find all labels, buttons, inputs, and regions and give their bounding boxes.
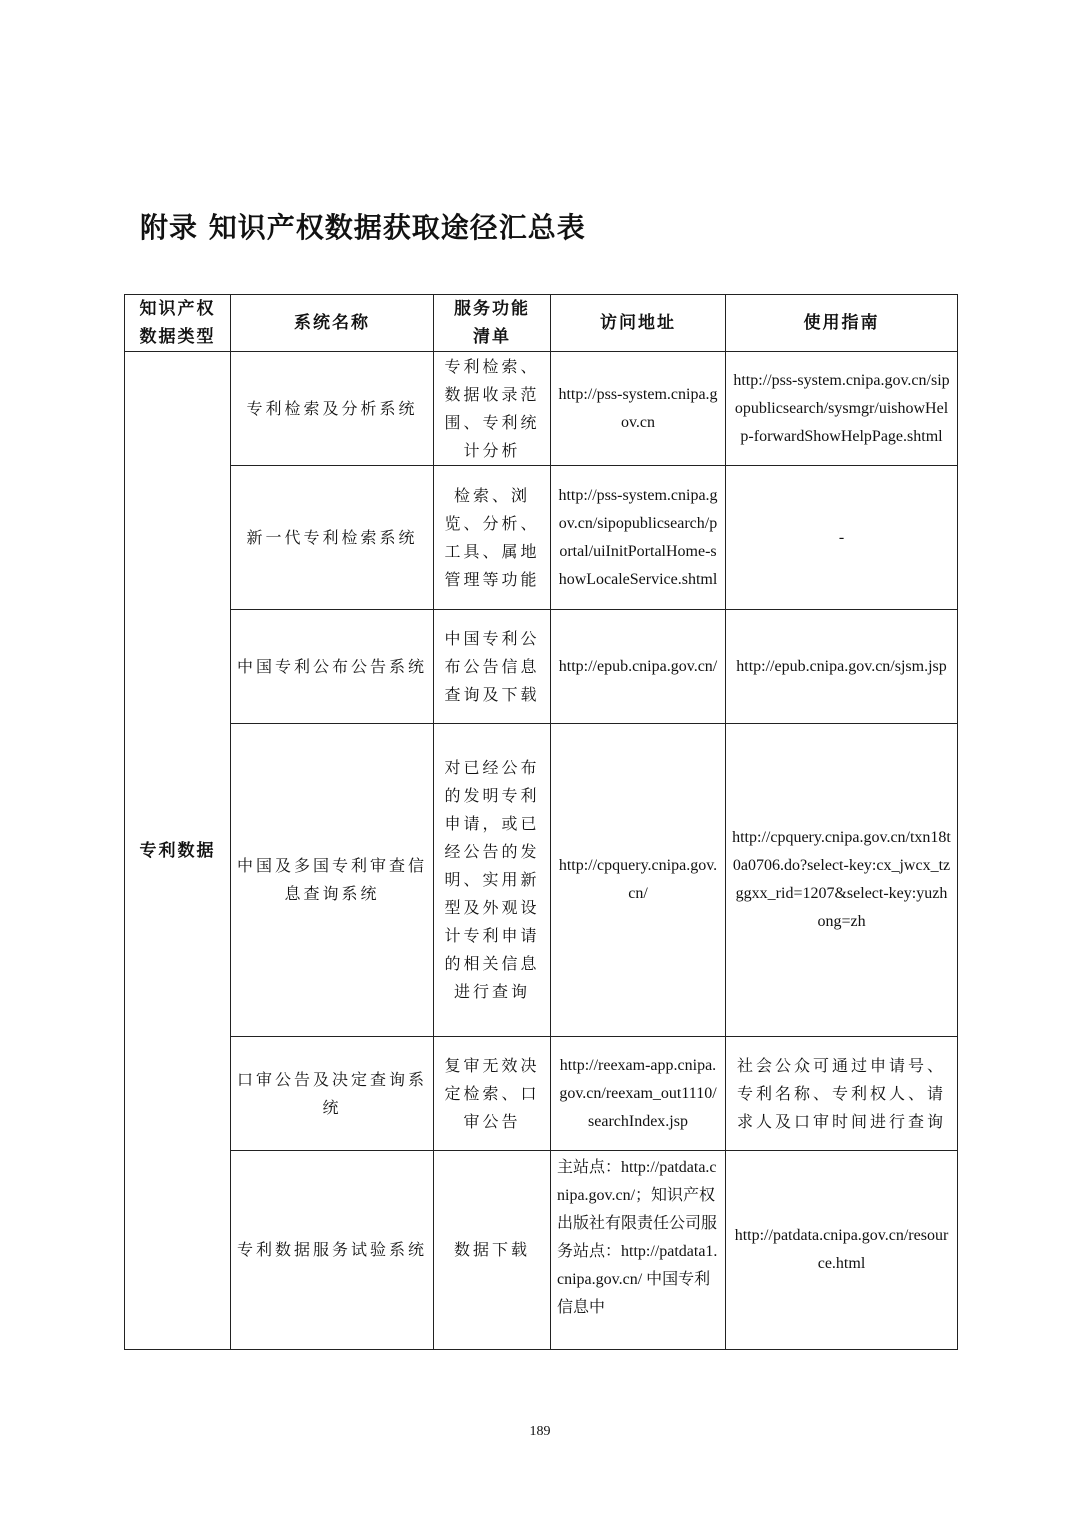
table-row [125, 724, 958, 1037]
address-cell [551, 1151, 726, 1350]
system-name-cell: 专利检索及分析系统 [231, 352, 434, 466]
guide-cell: http://cpquery.cnipa.gov.cn/txn18t0a0706.do?select-key:cx_jwcx_tzggxx_rid=1207&select-key:yuzhong=zh [726, 724, 958, 1037]
header-data-type: 知识产权数据类型 [125, 295, 231, 352]
functions-cell: 检索、浏览、分析、工具、属地管理等功能 [434, 466, 551, 610]
table-row [125, 352, 958, 466]
functions-cell: 数据下载 [434, 1151, 551, 1350]
header-functions: 服务功能清单 [434, 295, 551, 352]
address-cell: http://pss-system.cnipa.gov.cn/sipopublicsearch/portal/uiInitPortalHome-showLocaleService.shtml [551, 466, 726, 610]
header-guide: 使用指南 [726, 295, 958, 352]
system-name-cell: 中国及多国专利审查信息查询系统 [231, 724, 434, 1037]
functions-cell: 中国专利公布公告信息查询及下载 [434, 610, 551, 724]
address-cell-text: 主站点：http://patdata.cnipa.gov.cn/；知识产权出版社有限责任公司服务站点：http://patdata1.cnipa.gov.cn/ 中国专利信息中 [557, 1159, 718, 1316]
functions-cell: 复审无效决定检索、口审公告 [434, 1037, 551, 1151]
guide-cell: http://patdata.cnipa.gov.cn/resource.html [726, 1151, 958, 1350]
header-address: 访问地址 [551, 295, 726, 352]
page-number: 189 [529, 1424, 551, 1439]
category-cell: 专利数据 [125, 352, 231, 1350]
table-row [125, 466, 958, 610]
guide-cell: - [726, 466, 958, 610]
table-row [125, 1151, 958, 1350]
table-row [125, 1037, 958, 1151]
system-name-cell: 中国专利公布公告系统 [231, 610, 434, 724]
guide-cell: http://pss-system.cnipa.gov.cn/sipopublicsearch/sysmgr/uishowHelp-forwardShowHelpPage.shtml [726, 352, 958, 466]
guide-cell: http://epub.cnipa.gov.cn/sjsm.jsp [726, 610, 958, 724]
header-system-name: 系统名称 [231, 295, 434, 352]
address-cell: http://epub.cnipa.gov.cn/ [551, 610, 726, 724]
system-name-cell: 新一代专利检索系统 [231, 466, 434, 610]
guide-cell: 社会公众可通过申请号、专利名称、专利权人、请求人及口审时间进行查询 [726, 1037, 958, 1151]
system-name-cell: 专利数据服务试验系统 [231, 1151, 434, 1350]
address-cell: http://reexam-app.cnipa.gov.cn/reexam_out1110/searchIndex.jsp [551, 1037, 726, 1151]
functions-cell: 对已经公布的发明专利申请，或已经公告的发明、实用新型及外观设计专利申请的相关信息进行查询 [434, 724, 551, 1037]
page-title: 附录 知识产权数据获取途径汇总表 [140, 211, 586, 244]
system-name-cell: 口审公告及决定查询系统 [231, 1037, 434, 1151]
functions-cell: 专利检索、数据收录范围、专利统计分析 [434, 352, 551, 466]
table-row [125, 610, 958, 724]
address-cell: http://pss-system.cnipa.gov.cn [551, 352, 726, 466]
table-header-row [125, 295, 958, 352]
address-cell: http://cpquery.cnipa.gov.cn/ [551, 724, 726, 1037]
data-sources-table [124, 294, 958, 1350]
